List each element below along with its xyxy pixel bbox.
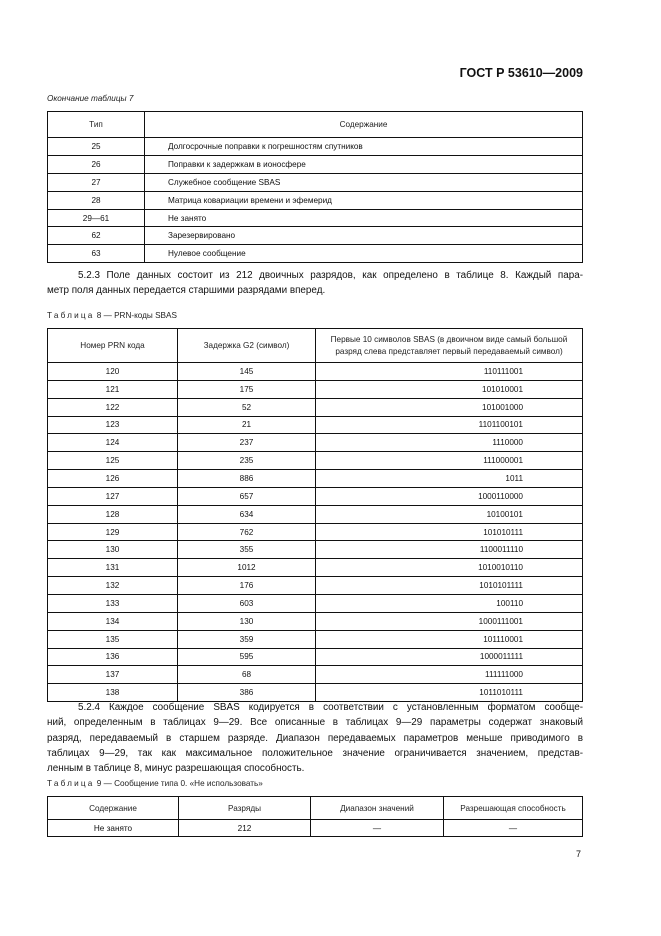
table-row: [48, 487, 583, 505]
table-cell: 111000001: [316, 452, 583, 470]
table-cell: 21: [178, 416, 316, 434]
table9-caption-label: Таблица: [47, 779, 95, 788]
paragraph-line: разряд, передаваемый в старшем разряде. Диапазон передаваемых параметров меньше приводимого в: [47, 732, 583, 744]
table-cell: 110111001: [316, 363, 583, 381]
table-cell: 359: [178, 630, 316, 648]
table-cell: 136: [48, 648, 178, 666]
table-row: [48, 398, 583, 416]
table-row: [48, 820, 583, 837]
table9-header-bits: Разряды: [179, 797, 311, 820]
table-cell: 137: [48, 666, 178, 684]
table-cell: 1012: [178, 559, 316, 577]
table-row: [48, 155, 583, 173]
table-cell: 634: [178, 505, 316, 523]
table-cell: 138: [48, 684, 178, 702]
table-row: [48, 523, 583, 541]
table-row: [48, 173, 583, 191]
table9: [47, 796, 583, 837]
table-cell: 111111000: [316, 666, 583, 684]
table-cell: 132: [48, 577, 178, 595]
table9-body: [48, 820, 583, 837]
table8-body: [48, 363, 583, 702]
table8-header-delay: Задержка G2 (символ): [178, 329, 316, 363]
table-cell: 101001000: [316, 398, 583, 416]
table7-caption: Окончание таблицы 7: [47, 94, 134, 103]
table-row: [48, 363, 583, 381]
table-cell: 10100101: [316, 505, 583, 523]
table-cell: 126: [48, 470, 178, 488]
table-cell: 129: [48, 523, 178, 541]
table9-caption: [47, 779, 263, 788]
table-cell: 1000110000: [316, 487, 583, 505]
table-cell: 121: [48, 380, 178, 398]
table-cell: 100110: [316, 594, 583, 612]
table8-header-first-symbols: Первые 10 символов SBAS (в двоичном виде самый большой разряд слева представляет первый передаваемый символ): [316, 329, 583, 363]
table-cell: 1010101111: [316, 577, 583, 595]
table9-header-range: Диапазон значений: [311, 797, 444, 820]
table8-caption: [47, 311, 177, 320]
table-cell: 886: [178, 470, 316, 488]
table8: [47, 328, 583, 702]
table8-header-prn: Номер PRN кода: [48, 329, 178, 363]
table-cell: 134: [48, 612, 178, 630]
table-cell: 130: [178, 612, 316, 630]
table-cell: —: [311, 820, 444, 837]
table-row: [48, 612, 583, 630]
paragraph-line: ленным в таблице 8, минус разрешающая способность.: [47, 763, 305, 775]
table7-header-type: Тип: [48, 112, 145, 138]
table-cell: 1010010110: [316, 559, 583, 577]
table-cell: 386: [178, 684, 316, 702]
table-cell: 124: [48, 434, 178, 452]
table-row: [48, 541, 583, 559]
table9-header-resolution: Разрешающая способность: [444, 797, 583, 820]
table-row: [48, 470, 583, 488]
table-cell: 595: [178, 648, 316, 666]
table-cell: 1000111001: [316, 612, 583, 630]
paragraph-line: ний, определенным в таблицах 9—29. Все описанные в таблицах 9—29 параметры содержат знаковый: [47, 717, 583, 729]
paragraph-line: таблицах 9—29, так как максимальное положительное значение ограничивается значением, представ-: [47, 747, 583, 759]
table-row: [48, 416, 583, 434]
table8-caption-title: 8 — PRN-коды SBAS: [94, 311, 177, 320]
table-cell: 101010001: [316, 380, 583, 398]
table-cell: Нулевое сообщение: [145, 245, 583, 263]
table-cell: 68: [178, 666, 316, 684]
table-row: [48, 138, 583, 156]
paragraph-line: 5.2.4 Каждое сообщение SBAS кодируется в соответствии с установленным форматом сообще-: [78, 702, 583, 713]
table-cell: 175: [178, 380, 316, 398]
table-cell: 25: [48, 138, 145, 156]
table-cell: 120: [48, 363, 178, 381]
table9-header-content: Содержание: [48, 797, 179, 820]
table-cell: 603: [178, 594, 316, 612]
table7-header-content: Содержание: [145, 112, 583, 138]
table-cell: 123: [48, 416, 178, 434]
table-cell: 130: [48, 541, 178, 559]
table-cell: Не занято: [145, 209, 583, 227]
table-cell: 133: [48, 594, 178, 612]
table-cell: 1100011110: [316, 541, 583, 559]
table-cell: 125: [48, 452, 178, 470]
table-cell: 26: [48, 155, 145, 173]
table-row: [48, 630, 583, 648]
paragraph-line: метр поля данных передается старшими разрядами вперед.: [47, 285, 326, 297]
table-row: [48, 452, 583, 470]
table8-caption-label: Таблица: [47, 311, 95, 320]
paragraph-5-2-4: [47, 700, 583, 776]
table7-body: [48, 138, 583, 263]
table-row: [48, 434, 583, 452]
table-cell: 212: [179, 820, 311, 837]
table9-caption-title: 9 — Сообщение типа 0. «Не использовать»: [94, 779, 263, 788]
table-cell: 657: [178, 487, 316, 505]
table-cell: 101110001: [316, 630, 583, 648]
table7: [47, 111, 583, 263]
table-cell: 101010111: [316, 523, 583, 541]
table-cell: 355: [178, 541, 316, 559]
table-cell: —: [444, 820, 583, 837]
table-cell: 235: [178, 452, 316, 470]
page-number: 7: [575, 849, 581, 859]
table-cell: 127: [48, 487, 178, 505]
table-cell: 29—61: [48, 209, 145, 227]
table-cell: 52: [178, 398, 316, 416]
table-cell: Долгосрочные поправки к погрешностям спутников: [145, 138, 583, 156]
table-cell: 28: [48, 191, 145, 209]
table-cell: 237: [178, 434, 316, 452]
table-row: [48, 666, 583, 684]
table-cell: Не занято: [48, 820, 179, 837]
table-cell: 1000011111: [316, 648, 583, 666]
table-cell: 135: [48, 630, 178, 648]
table-cell: 1110000: [316, 434, 583, 452]
table-row: [48, 684, 583, 702]
table-cell: Поправки к задержкам в ионосфере: [145, 155, 583, 173]
table-row: [48, 209, 583, 227]
document-standard-number: ГОСТ Р 53610—2009: [459, 66, 583, 80]
table-cell: Матрица ковариации времени и эфемерид: [145, 191, 583, 209]
table-row: [48, 245, 583, 263]
table-cell: 1011010111: [316, 684, 583, 702]
table-row: [48, 505, 583, 523]
table-cell: 128: [48, 505, 178, 523]
table-cell: Служебное сообщение SBAS: [145, 173, 583, 191]
table-row: [48, 227, 583, 245]
paragraph-line: 5.2.3 Поле данных состоит из 212 двоичных разрядов, как определено в таблице 8. Каждый пара-: [78, 270, 583, 281]
table-cell: 1011: [316, 470, 583, 488]
table-cell: 145: [178, 363, 316, 381]
table-row: [48, 594, 583, 612]
table-cell: 62: [48, 227, 145, 245]
table-cell: 27: [48, 173, 145, 191]
table-row: [48, 559, 583, 577]
table-cell: 131: [48, 559, 178, 577]
table-cell: 762: [178, 523, 316, 541]
paragraph-5-2-3: [47, 268, 583, 299]
table-cell: 122: [48, 398, 178, 416]
table-cell: 63: [48, 245, 145, 263]
table-row: [48, 648, 583, 666]
table-row: [48, 577, 583, 595]
table-cell: 1101100101: [316, 416, 583, 434]
table-cell: Зарезервировано: [145, 227, 583, 245]
table-row: [48, 191, 583, 209]
table-cell: 176: [178, 577, 316, 595]
table-row: [48, 380, 583, 398]
